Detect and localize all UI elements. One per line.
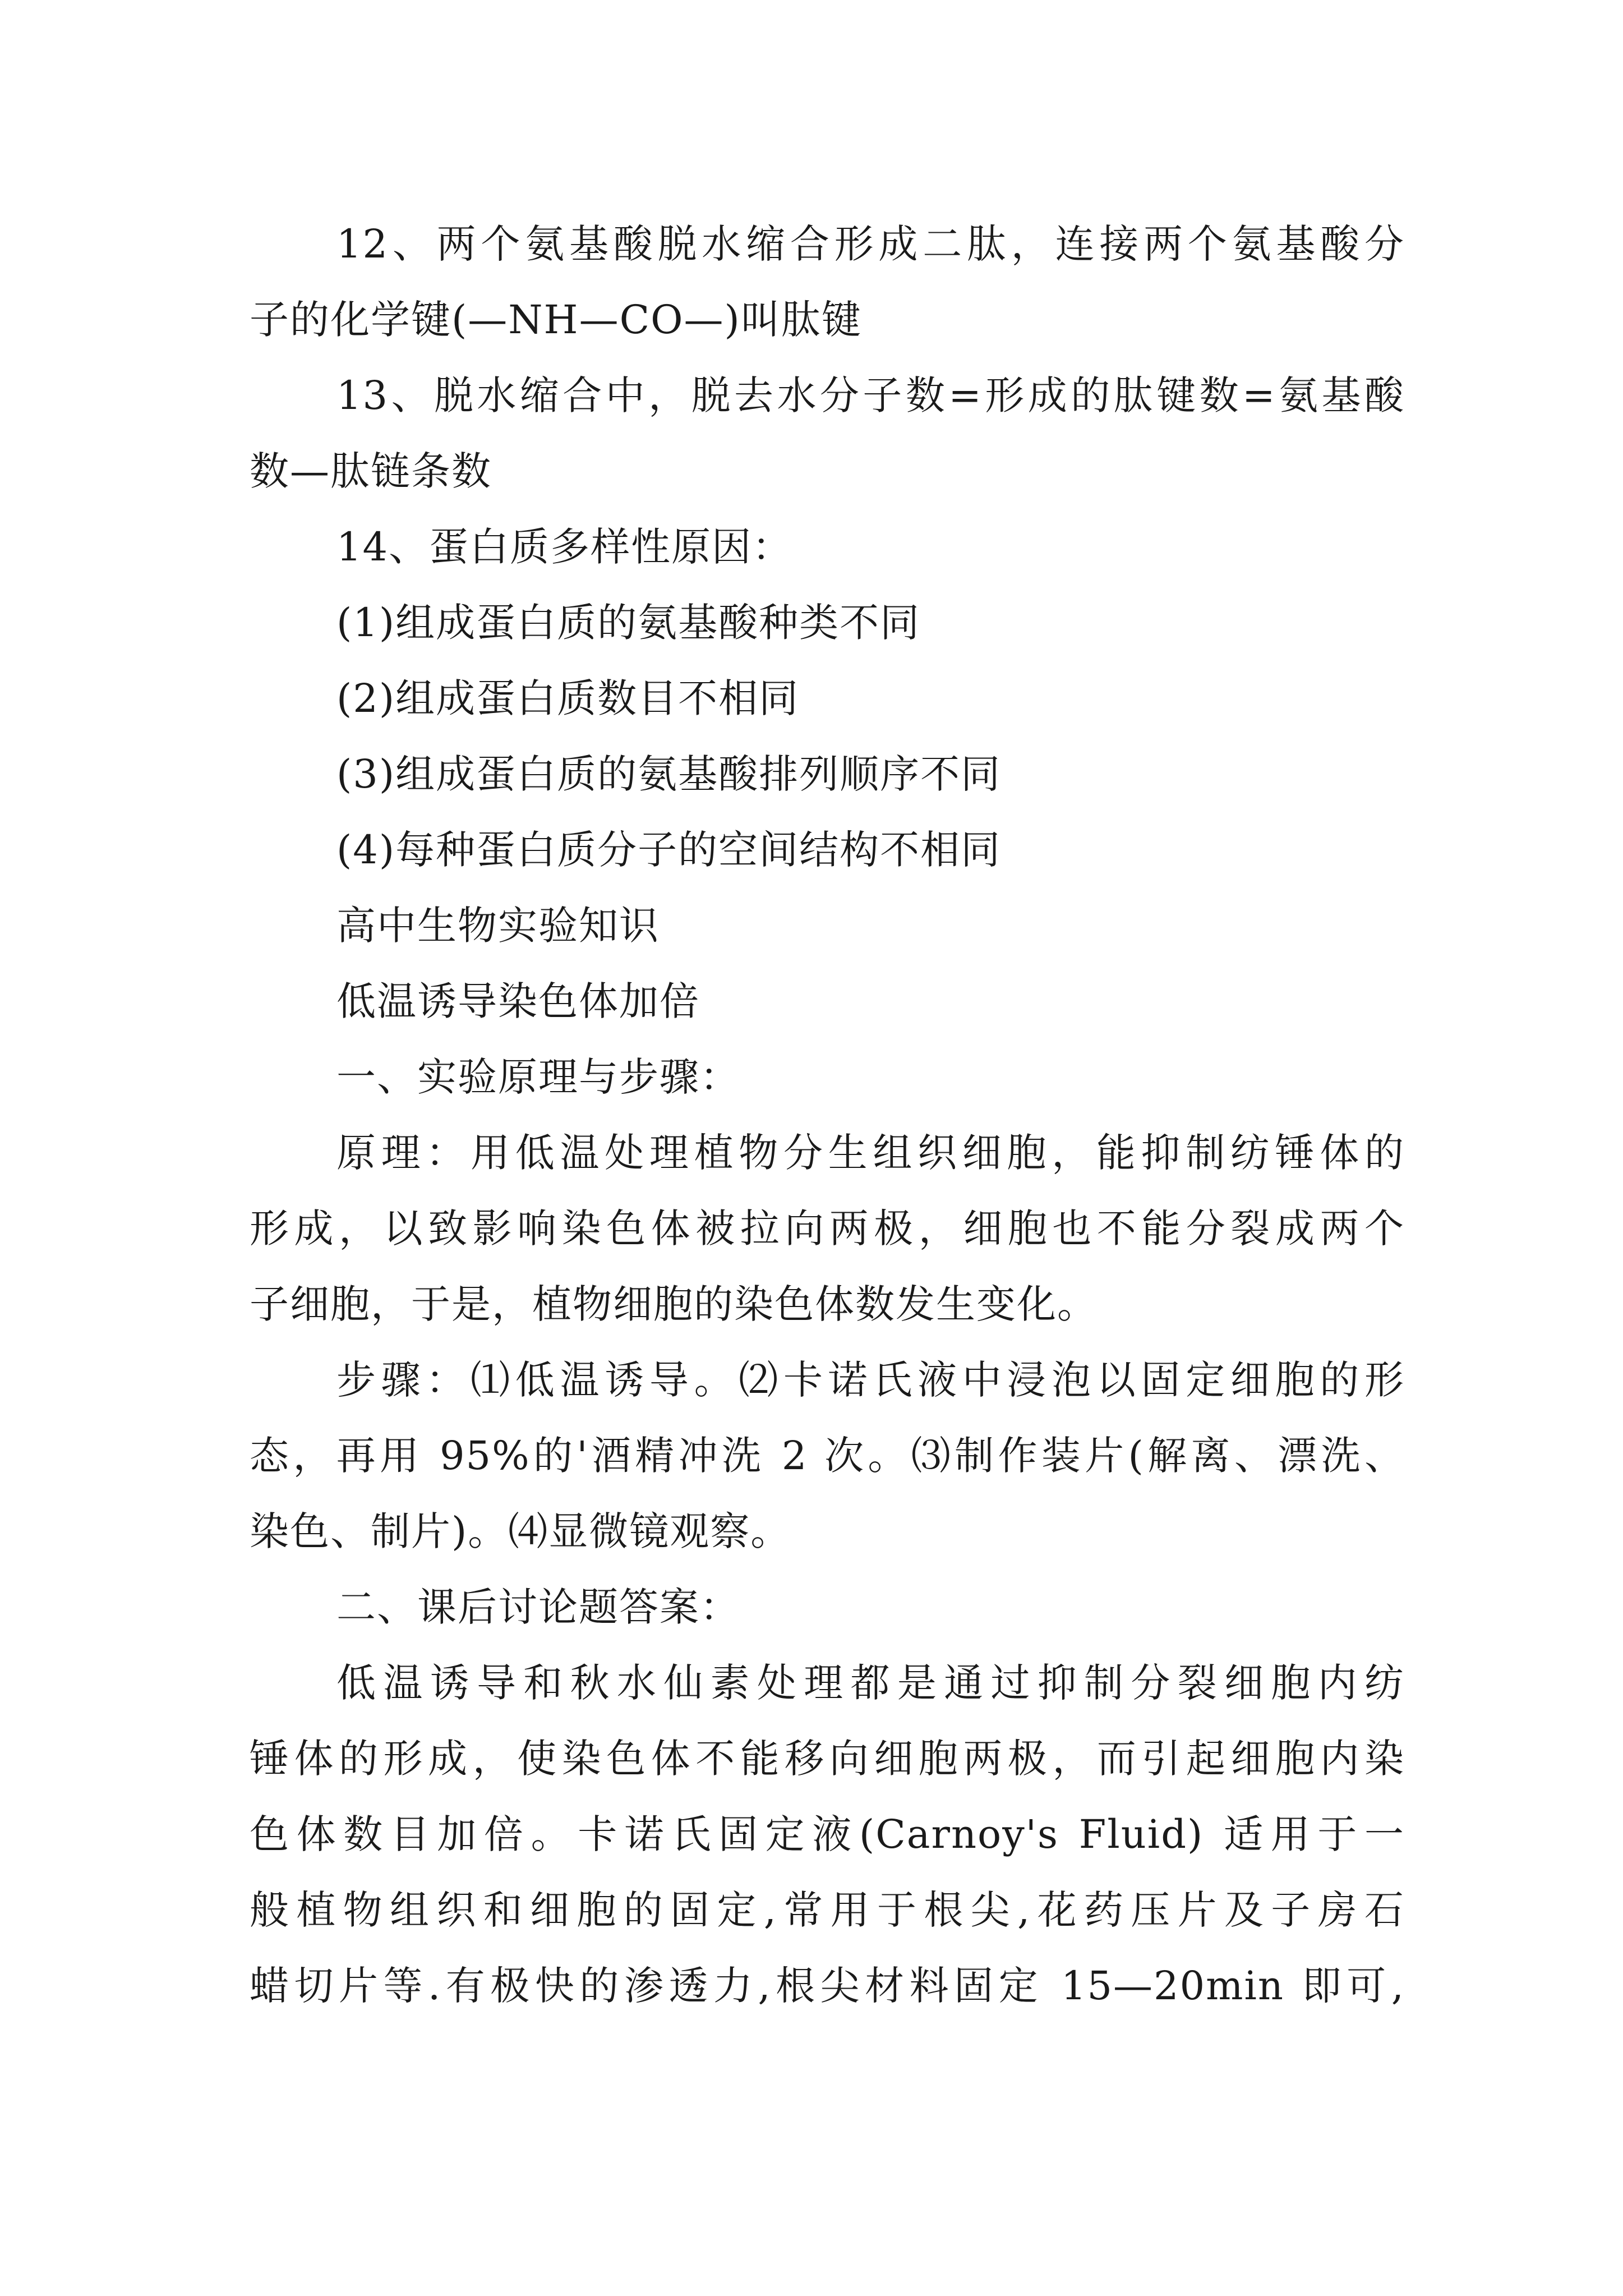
paragraph-line: 锤体的形成，使染色体不能移向细胞两极，而引起细胞内染 <box>250 1736 1405 1782</box>
paragraph-line: 13、脱水缩合中，脱去水分子数=形成的肽键数=氨基酸 <box>336 372 1405 418</box>
paragraph-line: 数—肽链条数 <box>250 448 492 494</box>
paragraph-line: 蜡切片等.有极快的渗透力,根尖材料固定 15—20min 即可, <box>250 1963 1405 2009</box>
section-heading: 低温诱导染色体加倍 <box>336 978 700 1024</box>
paragraph-line: 般植物组织和细胞的固定,常用于根尖,花药压片及子房石 <box>250 1887 1405 1933</box>
paragraph-line: 色体数目加倍。卡诺氏固定液(Carnoy's Fluid) 适用于一 <box>250 1811 1405 1857</box>
paragraph-line: 形成，以致影响染色体被拉向两极，细胞也不能分裂成两个 <box>250 1205 1405 1251</box>
paragraph-line: 14、蛋白质多样性原因： <box>336 524 793 570</box>
paragraph-line: (2)组成蛋白质数目不相同 <box>336 675 800 721</box>
paragraph-line: 低温诱导和秋水仙素处理都是通过抑制分裂细胞内纺 <box>336 1660 1405 1706</box>
paragraph-line: 子的化学键(—NH—CO—)叫肽键 <box>250 297 862 343</box>
section-heading: 一、实验原理与步骤： <box>336 1054 740 1100</box>
paragraph-line: 子细胞，于是，植物细胞的染色体数发生变化。 <box>250 1281 1098 1327</box>
paragraph-line: 12、两个氨基酸脱水缩合形成二肽，连接两个氨基酸分 <box>336 221 1405 267</box>
section-heading: 二、课后讨论题答案： <box>336 1584 740 1630</box>
paragraph-line: 染色、制片)。⑷显微镜观察。 <box>250 1508 791 1554</box>
paragraph-line: (1)组成蛋白质的氨基酸种类不同 <box>336 600 921 646</box>
paragraph-line: (3)组成蛋白质的氨基酸排列顺序不同 <box>336 751 1002 797</box>
section-heading: 高中生物实验知识 <box>336 903 660 949</box>
paragraph-line: (4)每种蛋白质分子的空间结构不相同 <box>336 827 1002 873</box>
paragraph-line: 原理：用低温处理植物分生组织细胞，能抑制纺锤体的 <box>336 1130 1405 1176</box>
paragraph-line: 步骤：⑴低温诱导。⑵卡诺氏液中浸泡以固定细胞的形 <box>336 1357 1405 1403</box>
paragraph-line: 态，再用 95%的'酒精冲洗 2 次。⑶制作装片(解离、漂洗、 <box>250 1433 1405 1479</box>
